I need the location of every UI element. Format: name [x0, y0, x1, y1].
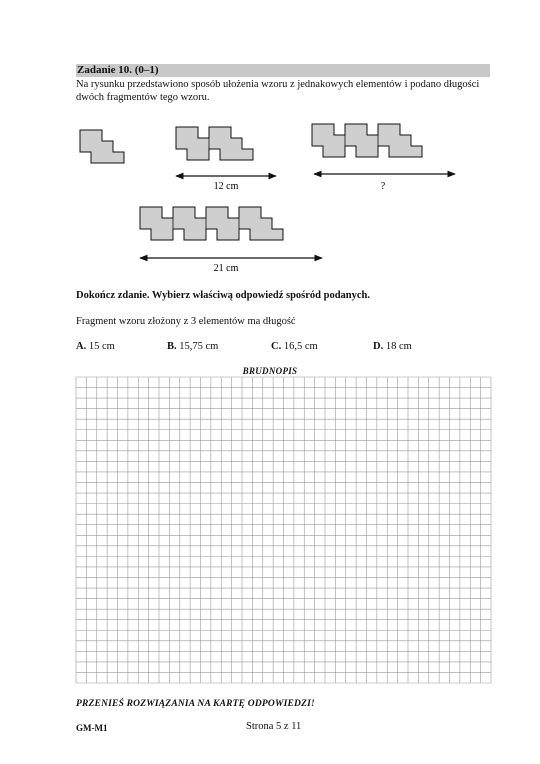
- answer-text: 15,75 cm: [179, 341, 219, 352]
- footer-page: Strona 5 z 11: [246, 721, 302, 732]
- answer-text: 16,5 cm: [283, 341, 318, 352]
- scratch-title: BRUDNOPIS: [242, 366, 298, 376]
- footer-note: PRZENIEŚ ROZWIĄZANIA NA KARTĘ ODPOWIEDZI!: [76, 699, 315, 709]
- answer-letter: A.: [76, 341, 87, 352]
- answer-letter: C.: [271, 341, 282, 352]
- label-12cm: 12 cm: [213, 181, 239, 192]
- footer-code: GM-M1: [76, 723, 108, 733]
- label-unknown: ?: [380, 181, 386, 192]
- task-header: Zadanie 10. (0–1): [76, 64, 490, 77]
- task-text: Na rysunku przedstawiono sposób ułożenia wzoru z jednakowych elementów i podano długości dwóch fragmentów tego wzoru.: [76, 79, 480, 103]
- answer-text: 15 cm: [88, 341, 115, 352]
- instruction: Dokończ zdanie. Wybierz właściwą odpowiedź spośród podanych.: [76, 290, 371, 301]
- answer-text: 18 cm: [385, 341, 412, 352]
- answer-letter: D.: [373, 341, 384, 352]
- answer-letter: B.: [167, 341, 177, 352]
- label-21cm: 21 cm: [213, 263, 239, 274]
- question-text: Fragment wzoru złożony z 3 elementów ma długość: [76, 316, 296, 327]
